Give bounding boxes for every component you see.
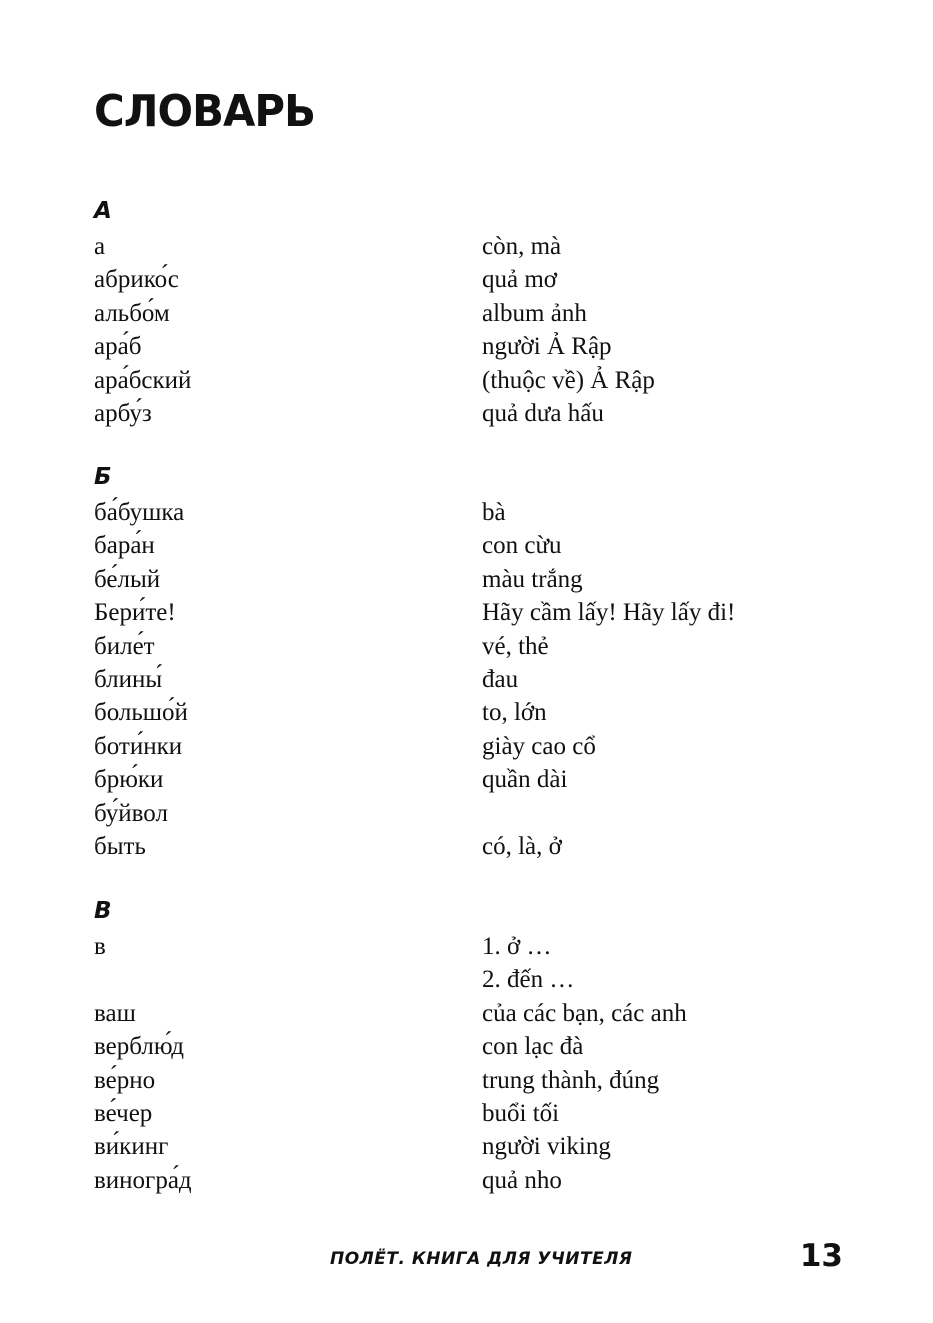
vietnamese-translation: to, lớn [482, 699, 547, 727]
page-title: СЛОВАРЬ [94, 86, 315, 137]
vietnamese-translation: 2. đến … [482, 966, 575, 994]
dictionary-entry [94, 529, 854, 562]
footer-book-title: ПОЛЁТ. КНИГА ДЛЯ УЧИТЕЛЯ [330, 1249, 633, 1269]
dictionary-entry [94, 397, 854, 430]
russian-word: Бери́те! [94, 599, 176, 627]
dictionary-entry [94, 830, 854, 863]
russian-word: брю́ки [94, 766, 164, 794]
russian-word: биле́т [94, 632, 155, 660]
vietnamese-translation: trung thành, đúng [482, 1066, 660, 1094]
section-letter: А [94, 198, 112, 224]
vietnamese-translation: quả nho [482, 1166, 562, 1194]
vietnamese-translation: 1. ở … [482, 933, 552, 960]
russian-word: большо́й [94, 699, 188, 727]
vietnamese-translation: quần dài [482, 766, 568, 794]
vietnamese-translation: đau [482, 665, 519, 693]
vietnamese-translation: người Ả Rập [482, 333, 612, 361]
dictionary-entry [94, 930, 854, 963]
dictionary-entry [94, 496, 854, 529]
russian-word: бара́н [94, 532, 155, 560]
vietnamese-translation: quả mơ [482, 266, 558, 294]
russian-word: ба́бушка [94, 499, 185, 526]
dictionary-entry [94, 596, 854, 629]
dictionary-entry [94, 730, 854, 763]
russian-word: быть [94, 832, 146, 860]
vietnamese-translation: màu trắng [482, 565, 583, 593]
dictionary-entry [94, 1164, 854, 1197]
russian-word: абрико́с [94, 266, 179, 294]
russian-word: а [94, 233, 106, 260]
russian-word: виногра́д [94, 1166, 192, 1194]
dictionary-entry [94, 663, 854, 696]
russian-word: ви́кинг [94, 1133, 169, 1161]
dictionary-entry [94, 1064, 854, 1097]
russian-word: бу́йвол [94, 799, 168, 827]
russian-word: ара́бский [94, 366, 192, 394]
russian-word: боти́нки [94, 732, 183, 760]
russian-word: в [94, 933, 106, 960]
vietnamese-translation: người viking [482, 1133, 611, 1161]
vietnamese-translation: bà [482, 499, 506, 526]
russian-word: арбу́з [94, 399, 152, 427]
dictionary-entry [94, 1097, 854, 1130]
section-a [94, 196, 854, 430]
dictionary-entry [94, 797, 854, 830]
russian-word: ве́рно [94, 1066, 156, 1094]
dictionary-entry [94, 763, 854, 796]
russian-word: верблю́д [94, 1033, 184, 1061]
dictionary-entry [94, 263, 854, 296]
dictionary-entry [94, 963, 854, 996]
vietnamese-translation: buổi tối [482, 1099, 560, 1127]
dictionary-entry [94, 563, 854, 596]
dictionary-entry [94, 1130, 854, 1163]
vietnamese-translation: vé, thẻ [482, 632, 549, 660]
dictionary-entry [94, 297, 854, 330]
russian-word: ве́чер [94, 1099, 153, 1127]
dictionary-entry [94, 1030, 854, 1063]
vietnamese-translation: còn, mà [482, 233, 562, 260]
vietnamese-translation: con cừu [482, 532, 562, 560]
dictionary-entry [94, 364, 854, 397]
russian-word: альбо́м [94, 299, 170, 327]
russian-word: бе́лый [94, 565, 161, 593]
vietnamese-translation: có, là, ở [482, 832, 562, 860]
vietnamese-translation: Hãy cầm lấy! Hãy lấy đi! [482, 599, 736, 627]
section-b [94, 462, 854, 863]
russian-word: ара́б [94, 333, 142, 361]
vietnamese-translation: con lạc đà [482, 1033, 584, 1061]
vietnamese-translation: giày cao cổ [482, 732, 596, 760]
vietnamese-translation: (thuộc về) Ả Rập [482, 366, 655, 394]
vietnamese-translation: album ảnh [482, 299, 587, 327]
vietnamese-translation: quả dưa hấu [482, 399, 604, 427]
section-letter: В [94, 898, 112, 924]
russian-word: блины́ [94, 665, 163, 693]
dictionary-entry [94, 997, 854, 1030]
dictionary-entry [94, 630, 854, 663]
section-v [94, 896, 854, 1197]
page-number: 13 [799, 1238, 843, 1274]
vietnamese-translation: của các bạn, các anh [482, 999, 687, 1027]
russian-word: ваш [94, 999, 136, 1027]
section-letter: Б [94, 464, 112, 490]
dictionary-entry [94, 230, 854, 263]
dictionary-entry [94, 696, 854, 729]
dictionary-entry [94, 330, 854, 363]
